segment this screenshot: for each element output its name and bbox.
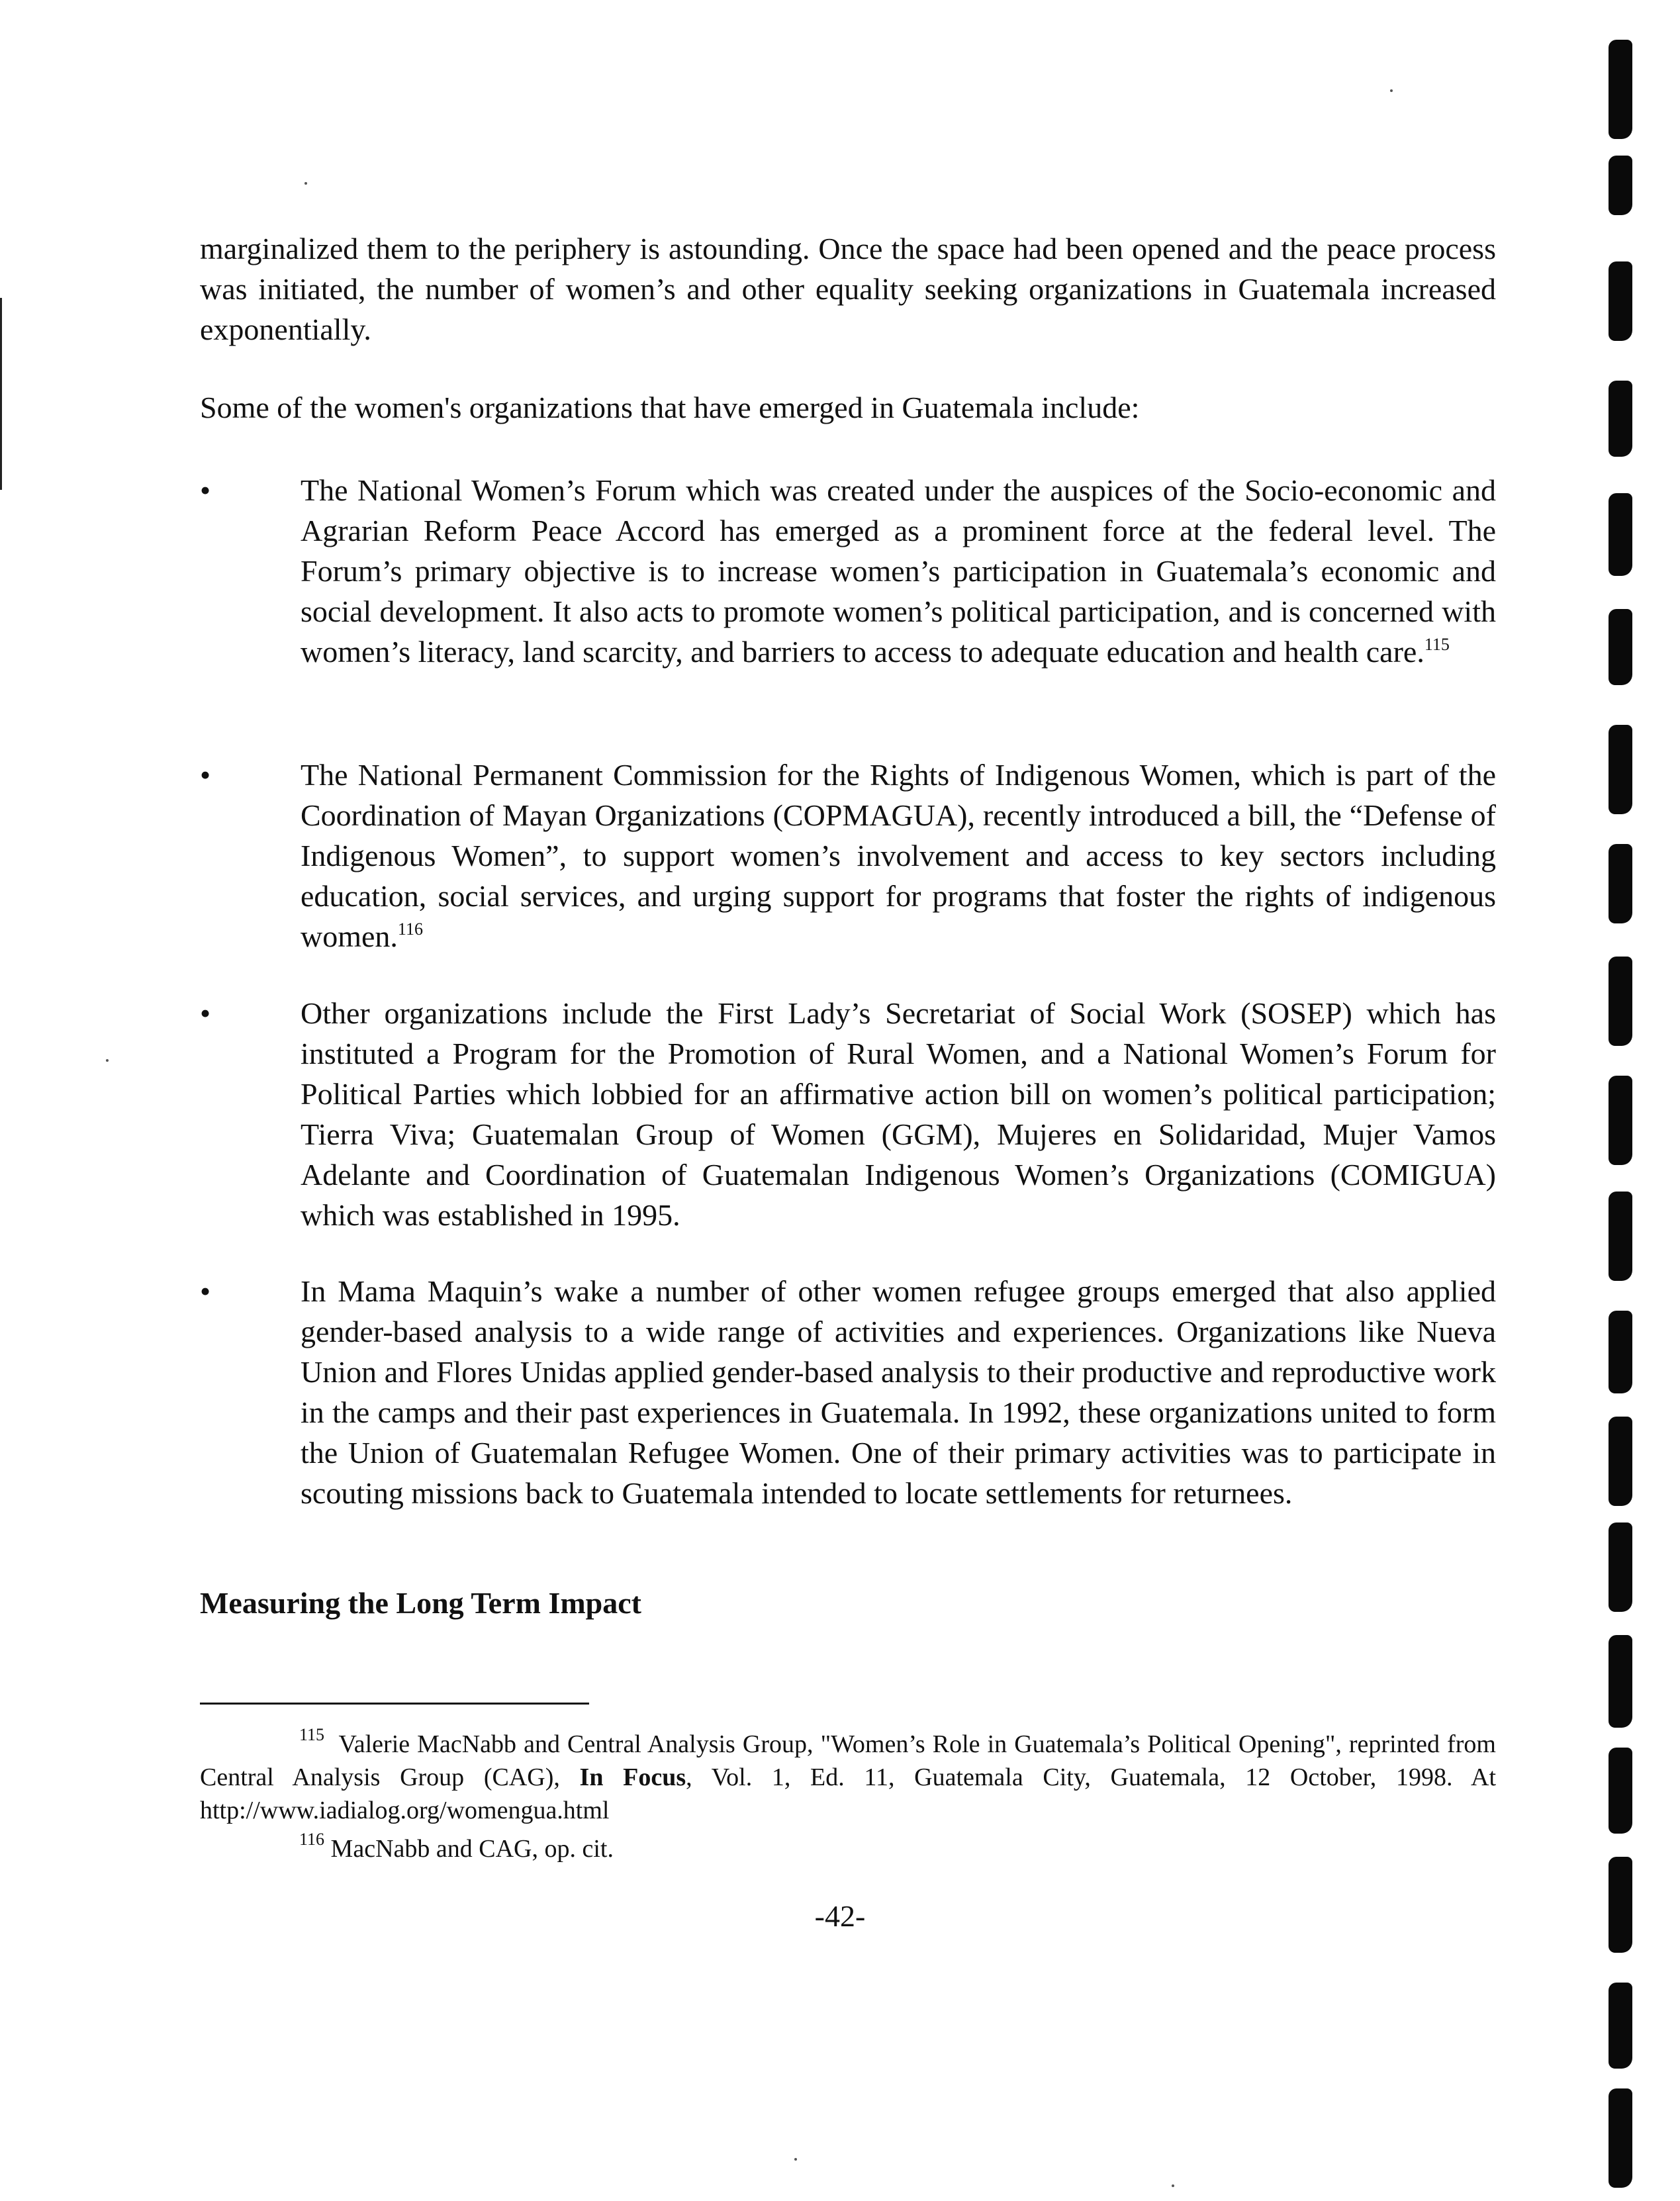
binder-mark [1609, 156, 1632, 215]
paragraph-intro: marginalized them to the periphery is astounding. Once the space had been opened and the peace process was initiated, the number of women’s and other equality seeking organizations in Guatemala increased exponentially. [200, 232, 1496, 346]
paragraph-list-lead: Some of the women's organizations that have emerged in Guatemala include: [200, 391, 1140, 424]
scan-speck [106, 1059, 109, 1062]
binder-mark [1609, 261, 1632, 341]
footnote-divider [200, 1703, 589, 1705]
footnote [200, 1725, 1497, 1827]
footnote-number: 116 [299, 1830, 325, 1849]
footnote [200, 1832, 1496, 1865]
binder-mark [1609, 2088, 1632, 2188]
list-item-text: The National Women’s Forum which was created under the auspices of the Socio-economic and Agrarian Reform Peace Accord has emerged as a prominent force at the federal level. The Forum’s primary objective is to increase women’s participation in Guatemala’s economic and social development. It also acts to promote women’s political participation, and is concerned with women’s literacy, land scarcity, and barriers to access to adequate education and health care. [301, 473, 1496, 669]
footnote-ref: 115 [1424, 635, 1450, 654]
list-item-text: The National Permanent Commission for the Rights of Indigenous Women, which is part of the Coordination of Mayan Organizations (COPMAGUA), recently introduced a bill, the “Defense of Indigenous Women”, to support women’s involvement and access to key sectors including education, social services, and urging support for programs that foster the rights of indigenous women. [301, 758, 1496, 953]
footnote-text-tail: , Vol. 1, Ed. 11, Guatemala City, Guatemala, 12 October, 1998. At http://www.iadialog.org/womengua.html [200, 1763, 1497, 1824]
binder-mark [1609, 1076, 1632, 1165]
binder-mark [1609, 381, 1632, 457]
footnote-text: MacNabb and CAG, op. cit. [330, 1835, 614, 1863]
binder-mark [1609, 609, 1632, 685]
binder-mark [1609, 1522, 1632, 1612]
footnote-publication: In Focus [579, 1763, 686, 1791]
footnote-number: 115 [299, 1725, 325, 1744]
binder-mark [1609, 1857, 1632, 1953]
scan-speck [1390, 89, 1393, 92]
binder-mark [1609, 40, 1632, 139]
binder-mark [1609, 844, 1632, 923]
bullet-icon: • [200, 996, 211, 1030]
scan-speck [304, 182, 307, 185]
binder-mark [1609, 725, 1632, 814]
bullet-icon: • [200, 758, 211, 792]
binder-mark [1609, 957, 1632, 1046]
left-edge-line [0, 298, 2, 490]
binder-mark [1609, 1635, 1632, 1728]
binder-mark [1609, 1983, 1632, 2069]
footnote-ref: 116 [397, 919, 423, 939]
section-heading: Measuring the Long Term Impact [200, 1586, 641, 1620]
bullet-icon: • [200, 1274, 211, 1308]
binder-mark [1609, 1192, 1632, 1281]
scan-speck [794, 2158, 797, 2161]
binder-mark [1609, 493, 1632, 576]
scan-speck [1172, 2184, 1174, 2187]
list-item-text: Other organizations include the First Lady’s Secretariat of Social Work (SOSEP) which has instituted a Program for the Promotion of Rural Women, and a National Women’s Forum for Political Parties which lobbied for an affirmative action bill on women’s political participation; Tierra Viva; Guatemalan Group of Women (GGM), Mujeres en Solidaridad, Mujer Vamos Adelante and Coordination of Guatemalan Indigenous Women’s Organizations (COMIGUA) which was established in 1995. [301, 996, 1496, 1232]
binder-mark [1609, 1311, 1632, 1393]
footnote-text: Valerie MacNabb and Central Analysis Group, "Women’s Role in Guatemala’s Political Opening", reprinted from Central Analysis Group (CAG), [200, 1730, 1496, 1791]
page-number: -42- [814, 1899, 866, 1933]
binder-mark [1609, 1748, 1632, 1834]
binder-mark [1609, 1417, 1632, 1506]
list-item-text: In Mama Maquin’s wake a number of other women refugee groups emerged that also applied gender-based analysis to a wide range of activities and experiences. Organizations like Nueva Union and Flores Unidas applied gender-based analysis to their productive and reproductive work in the camps and their past experiences in Guatemala. In 1992, these organizations united to form the Union of Guatemalan Refugee Women. One of their primary activities was to participate in scouting missions back to Guatemala intended to locate settlements for returnees. [301, 1274, 1496, 1510]
bullet-icon: • [200, 473, 211, 507]
